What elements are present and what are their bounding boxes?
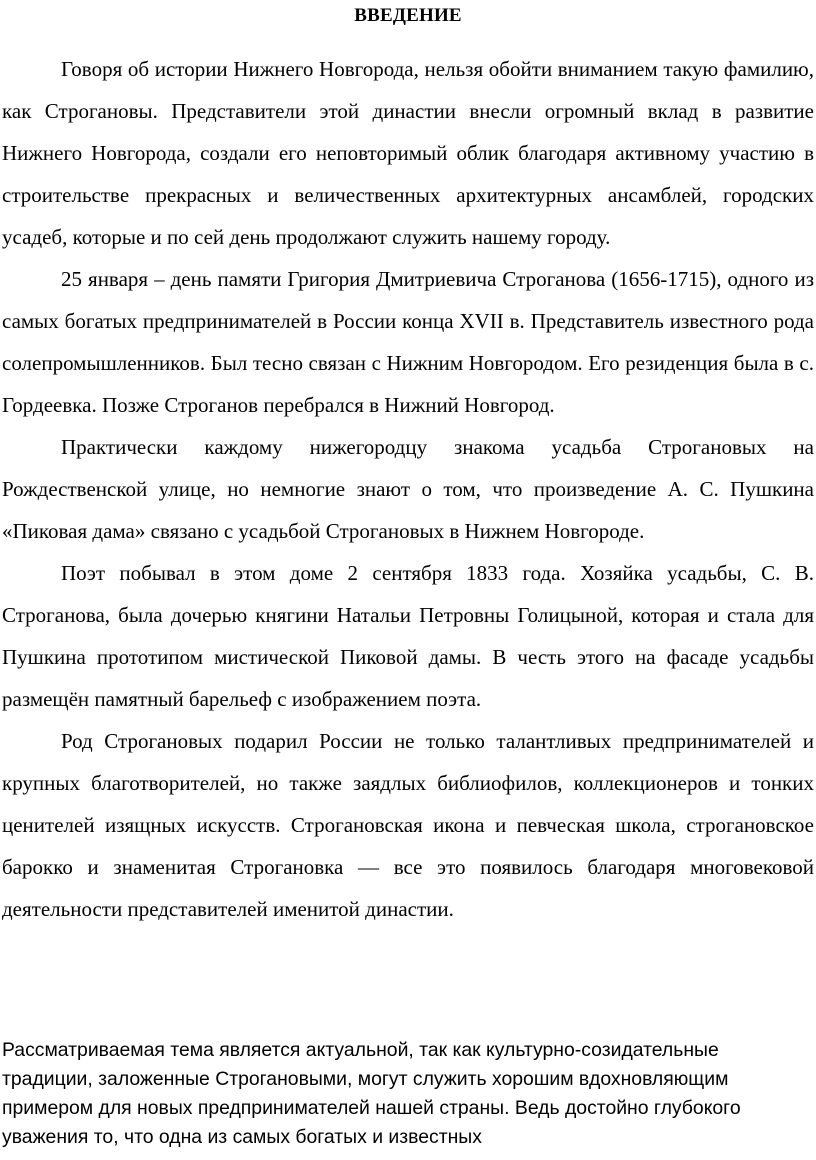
paragraph-pushkin-visit: Поэт побывал в этом доме 2 сентября 1833 года. Хозяйка усадьбы, С. В. Строганова, была дочерью княгини Натальи Петровны Голицыной, которая и стала для Пушкина прототипом мистической Пиковой дамы. В честь этого на фасаде усадьбы размещён памятный барельеф с изображением поэта. <box>2 561 814 711</box>
paragraph-stroganov-legacy: Род Строгановых подарил России не только талантливых предпринимателей и крупных благотворителей, но также заядлых библиофилов, коллекционеров и тонких ценителей изящных искусств. Строгановская икона и певческая школа, строгановское барокко и знаменитая Строгановка — все это появилось благодаря многовековой деятельности представителей именитой династии. <box>2 729 814 921</box>
page-title: ВВЕДЕНИЕ <box>354 5 462 26</box>
paragraph-relevance: Рассматриваемая тема является актуальной, так как культурно-созидательные традиции, заложенные Строгановыми, могут служить хорошим вдохновляющим примером для новых предпринимателей нашей страны. Ведь достойно глубокого уважения то, что одна из самых богатых и известных <box>2 1039 741 1148</box>
paragraph-grigory-stroganov: 25 января – день памяти Григория Дмитриевича Строганова (1656-1715), одного из самых богатых предпринимателей в России конца XVII в. Представитель известного рода солепромышленников. Был тесно связан с Нижним Новгородом. Его резиденция была в с. Гордеевка. Позже Строганов перебрался в Нижний Новгород. <box>2 267 814 417</box>
document-body <box>2 48 814 930</box>
paragraph-intro: Говоря об истории Нижнего Новгорода, нельзя обойти вниманием такую фамилию, как Строгановы. Представители этой династии внесли огромный вклад в развитие Нижнего Новгорода, создали его неповторимый облик благодаря активному участию в строительстве прекрасных и величественных архитектурных ансамблей, городских усадеб, которые и по сей день продолжают служить нашему городу. <box>2 57 814 249</box>
paragraph-stroganov-estate: Практически каждому нижегородцу знакома усадьба Строгановых на Рождественской улице, но немногие знают о том, что произведение А. С. Пушкина «Пиковая дама» связано с усадьбой Строгановых в Нижнем Новгороде. <box>2 435 814 543</box>
